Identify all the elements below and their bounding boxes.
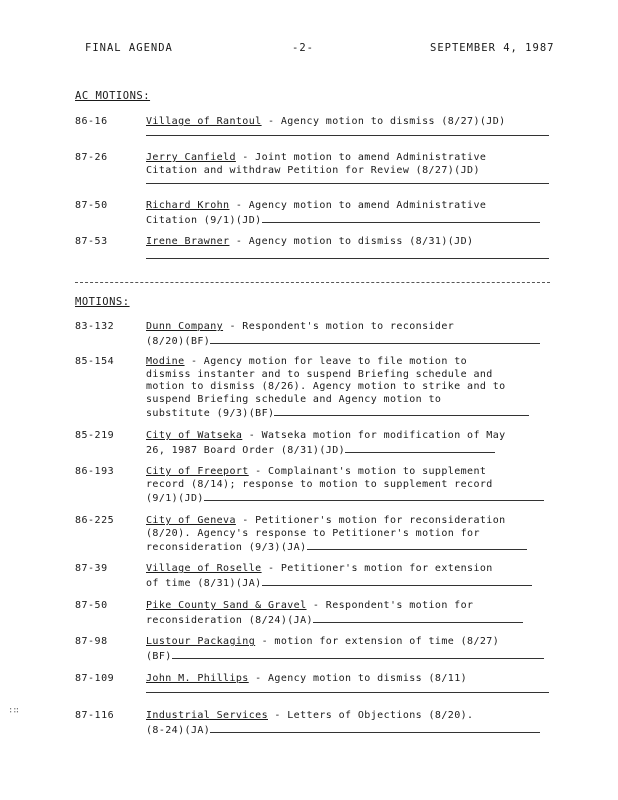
motion-entry (146, 152, 556, 177)
motion-entry (146, 466, 556, 506)
case-number: 85-154 (75, 356, 115, 367)
motion-text: Citation and withdraw Petition for Review (8/27)(JD) (146, 164, 480, 176)
party-name: Industrial Services (146, 710, 268, 721)
party-name: Irene Brawner (146, 236, 230, 247)
blank-line (307, 540, 527, 550)
blank-line (313, 613, 523, 623)
ac-motions-heading: AC MOTIONS: (75, 90, 151, 102)
motion-text: - Agency motion to dismiss (8/27)(JD) (261, 116, 506, 127)
section-divider (75, 282, 550, 283)
motion-text: reconsideration (9/3)(JA) (146, 542, 307, 553)
motion-text: (BF) (146, 650, 172, 662)
party-name: Dunn Company (146, 321, 224, 332)
party-name: Richard Krohn (146, 200, 230, 211)
motion-text: - Petitioner's motion for extension (261, 563, 493, 574)
party-name: Pike County Sand & Gravel (146, 600, 307, 611)
motion-entry (146, 321, 556, 348)
party-name: Village of Rantoul (146, 116, 262, 127)
motion-entry (146, 116, 556, 129)
case-number: 87-53 (75, 236, 108, 247)
party-name: Modine (146, 356, 185, 367)
blank-line (345, 443, 495, 453)
motion-text: (8/20). Agency's response to Petitioner's motion for (146, 527, 480, 539)
case-number: 83-132 (75, 321, 115, 332)
case-number: 85-219 (75, 430, 115, 441)
motion-entry (146, 430, 556, 457)
motion-text: - Watseka motion for modification of May (242, 430, 506, 441)
blank-line (146, 135, 549, 136)
motion-text: - Agency motion to dismiss (8/11) (248, 673, 468, 684)
motion-text: - Agency motion for leave to file motion to (184, 356, 468, 367)
scan-speck: ∶∷ (8, 706, 19, 716)
motion-text: Citation (9/1)(JD) (146, 214, 262, 226)
motion-text: - Agency motion to dismiss (8/31)(JD) (229, 236, 474, 247)
motion-text: - Joint motion to amend Administrative (235, 152, 487, 163)
motion-text: motion to dismiss (8/26). Agency motion to strike and to (146, 381, 506, 392)
motion-text: - Respondent's motion for (306, 600, 474, 611)
blank-line (146, 692, 549, 693)
case-number: 86-193 (75, 466, 115, 477)
case-number: 87-50 (75, 200, 108, 211)
motion-text: - Letters of Objections (8/20). (268, 710, 474, 721)
motion-entry (146, 673, 556, 686)
motion-text: - Agency motion to amend Administrative (229, 200, 487, 211)
blank-line (146, 183, 549, 184)
case-number: 86-225 (75, 515, 115, 526)
motion-entry (146, 515, 556, 555)
blank-line (172, 649, 544, 659)
motion-entry (146, 636, 556, 663)
header-date: SEPTEMBER 4, 1987 (430, 42, 555, 54)
motion-text: substitute (9/3)(BF) (146, 408, 275, 419)
party-name: City of Watseka (146, 430, 243, 441)
motion-entry (146, 200, 556, 227)
motion-entry (146, 600, 556, 627)
motion-entry (146, 710, 556, 737)
motion-text: suspend Briefing schedule and Agency motion to (146, 393, 442, 405)
case-number: 87-116 (75, 710, 115, 721)
party-name: Village of Roselle (146, 563, 262, 574)
motion-text: (8-24)(JA) (146, 724, 211, 736)
header-page-number: -2- (292, 42, 314, 54)
blank-line (204, 491, 544, 501)
blank-line (262, 576, 532, 586)
motion-text: record (8/14); response to motion to supplement record (146, 478, 493, 490)
blank-line (210, 334, 540, 344)
case-number: 87-50 (75, 600, 108, 611)
motion-entry (146, 356, 556, 421)
motion-text: of time (8/31)(JA) (146, 577, 262, 589)
case-number: 87-26 (75, 152, 108, 163)
blank-line (274, 406, 529, 416)
blank-line (146, 258, 549, 259)
case-number: 87-98 (75, 636, 108, 647)
motion-text: (9/1)(JD) (146, 493, 204, 504)
case-number: 87-109 (75, 673, 115, 684)
motion-text: - Respondent's motion to reconsider (223, 321, 455, 332)
motion-text: - Complainant's motion to supplement (248, 466, 487, 477)
motion-text: - motion for extension of time (8/27) (255, 636, 500, 647)
party-name: City of Freeport (146, 466, 249, 477)
case-number: 86-16 (75, 116, 108, 127)
party-name: City of Geneva (146, 515, 236, 526)
motions-heading: MOTIONS: (75, 296, 130, 308)
motion-entry (146, 236, 556, 249)
motion-text: reconsideration (8/24)(JA) (146, 614, 313, 626)
motion-text: dismiss instanter and to suspend Briefing schedule and (146, 368, 493, 380)
header-left: FINAL AGENDA (85, 42, 173, 54)
party-name: Lustour Packaging (146, 636, 256, 647)
case-number: 87-39 (75, 563, 108, 574)
motion-text: 26, 1987 Board Order (8/31)(JD) (146, 444, 346, 456)
motion-text: - Petitioner's motion for reconsideration (235, 515, 506, 526)
motion-text: (8/20)(BF) (146, 335, 211, 347)
party-name: John M. Phillips (146, 673, 249, 684)
party-name: Jerry Canfield (146, 152, 236, 163)
blank-line (262, 213, 540, 223)
motion-entry (146, 563, 556, 590)
blank-line (210, 723, 540, 733)
